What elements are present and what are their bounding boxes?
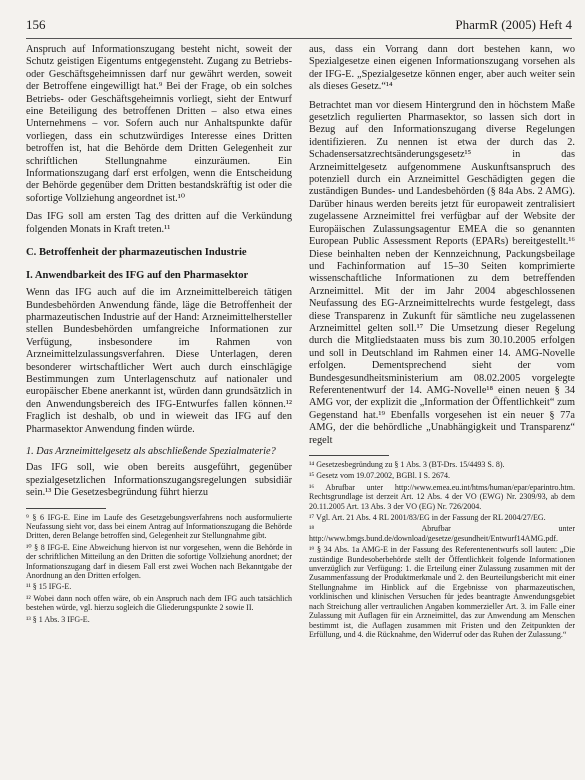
footnote: ¹³ § 1 Abs. 3 IFG-E.: [26, 614, 90, 624]
journal-reference: PharmR (2005) Heft 4: [455, 17, 572, 32]
paragraph: aus, dass ein Vorrang dann dort bestehen kann, wo Spezialgesetze einen eigenen Informationszugang vorsehen als der IFG-E. „Spezialgesetze können enger, aber auch weiter sein als dieses Gesetz.“¹⁴: [309, 44, 575, 93]
footnote: ¹⁵ Gesetz vom 19.07.2002, BGBl. I S. 2674.: [309, 471, 450, 481]
footnote: ¹¹ § 15 IFG-E.: [26, 582, 72, 592]
page-header: [26, 14, 572, 39]
subsection-heading-1: 1. Das Arzneimittelgesetz als abschließende Spezialmaterie?: [26, 445, 276, 457]
section-heading-c: C. Betroffenheit der pharmazeutischen Industrie: [26, 247, 247, 259]
paragraph: Wenn das IFG auch auf die im Arzneimittelbereich tätigen Bundesbehörden Anwendung fände, läge die Betroffenheit der pharmazeutischen Industrie auf der Hand: Arzneimittelhersteller stellen Bundesbehörden umfangreiche Informationen zur Verfügung, insbesondere im Rahmen von Arzneimittelzulassungsverfahren. Diese Unterlagen, deren besonderer wirtschaftlicher Wert auch durch einschlägige Bestimmungen zum Unterlagenschutz auf nationaler und europäischer Ebene anerkannt ist, würden dann grundsätzlich in den Anwendungsbereich des IFG-Entwurfes fallen können.¹² Fraglich ist deshalb, ob und in wieweit das IFG auf den Pharmasektor Anwendung finden würde.: [26, 287, 292, 435]
footnote: ¹⁷ Vgl. Art. 21 Abs. 4 RL 2001/83/EG in der Fassung der RL 2004/27/EG.: [309, 513, 546, 523]
footnote-divider: [309, 455, 389, 456]
footnote: ⁹ § 6 IFG-E. Eine im Laufe des Gesetzgebungsverfahrens noch ausformulierte Neufassung sieht vor, dass bei einem Antrag auf Informationszugang die Behörde Dritten, deren Belange betroffen sind, Gelegenheit zur Stellungnahme gibt.: [26, 512, 292, 541]
paragraph: Das IFG soll am ersten Tag des dritten auf die Verkündung folgenden Monats in Kraft treten.¹¹: [26, 211, 292, 235]
right-column: [309, 44, 575, 744]
paragraph: Anspruch auf Informationszugang besteht nicht, soweit der Schutz geistigen Eigentums entgegensteht. Zugang zu Betriebs- oder Geschäftsgeheimnissen darf nur gewährt werden, soweit der Betroffene eingewilligt hat.⁹ Bei der Frage, ob ein solches Betriebs- oder Geschäftsgeheimnis vorliegt, sieht der Entwurf eine Beteiligung des betroffenen Dritten – also etwa eines Unternehmens – vor. Sofern auch nur Anhaltspunkte dafür vorliegen, dass ein schutzwürdiges Interesse eines Dritten betroffen ist, hat die Behörde dem Dritten Gelegenheit zur schriftlichen Stellungnahme einzuräumen. Ein Informationszugang darf erst erfolgen, wenn die Entscheidung der Behörde gegenüber dem Dritten bestandskräftig ist oder die sofortige Vollziehung angeordnet ist.¹⁰: [26, 44, 292, 204]
footnote: ¹² Wobei dann noch offen wäre, ob ein Anspruch nach dem IFG auch tatsächlich bestehen würde, vgl. hierzu sogleich die Gliederungspunkte 2 sowie II.: [26, 593, 292, 613]
paragraph: Das IFG soll, wie oben bereits ausgeführt, gegenüber spezialgesetzlichen Informationszugangsregelungen subsidiär sein.¹³ Die Gesetzesbegründung führt hierzu: [26, 462, 292, 499]
footnote: ¹⁰ § 8 IFG-E. Eine Abweichung hiervon ist nur vorgesehen, wenn die Behörde in der schriftlichen Mitteilung an den Dritten die sofortige Vollziehung anordnet; der Informationszugang darf in diesem Fall erst zwei Wochen nach Bekanntgabe der Anordnung an den Dritten erfolgen.: [26, 542, 292, 581]
section-heading-i: I. Anwendbarkeit des IFG auf den Pharmasektor: [26, 270, 249, 282]
left-column: [26, 44, 292, 744]
page-number: 156: [26, 17, 46, 32]
footnote: ¹⁸ Abrufbar unter http://www.bmgs.bund.de/download/gesetze/gesundheit/Entwurf14AMG.pdf.: [309, 524, 575, 543]
footnote: ¹⁹ § 34 Abs. 1a AMG-E in der Fassung des Referentenentwurfs soll lauten: „Die zuständige Bundesoberbehörde stellt der Öffentlichkeit folgende Informationen unverzüglich zur Verfügung: 1. die Erteilung einer Zulassung zusammen mit der Zusammenfassung der Produktmerkmale und 2. den Beurteilungsbericht mit einer Stellungnahme im Hinblick auf die Ergebnisse von pharmazeutischen, vorklinischen und klinischen Versuchen für jedes beantragte Anwendungsgebiet nach Streichung aller vertraulichen Angaben kommerzieller Art. 3. im Falle einer Zulassung mit Auflagen für ein Arzneimittel, das zur Anwendung am Menschen bestimmt ist, die Auflagen zusammen mit Fristen und den Zeitpunkten der Erfüllung, und 4. die Rücknahme, den Widerruf oder das Ruhen der Zulassung.“: [309, 545, 575, 639]
footnote: ¹⁶ Abrufbar unter http://www.emea.eu.int/htms/human/epar/eparintro.htm. Rechtsgrundlage ist derzeit Art. 12 Abs. 4 der VO (EWG) Nr. 2309/93, ab dem 20.11.2005 Art. 13 Abs. 3 der VO (EG) Nr. 726/2004.: [309, 482, 575, 511]
footnote-divider: [26, 508, 106, 509]
footnote: ¹⁴ Gesetzesbegründung zu § 1 Abs. 3 (BT-Drs. 15/4493 S. 8).: [309, 460, 505, 469]
paragraph: Betrachtet man vor diesem Hintergrund den in höchstem Maße gesetzlich regulierten Pharmasektor, so lassen sich dort in Bezug auf den Informationszugang diverse Regelungen identifizieren. Zu nennen ist etwa der durch das 2. Schadensersatzrechtsänderungsgesetz¹⁵ in das Arzneimittelgesetz aufgenommene Auskunftsanspruch des potenziell durch ein Arzneimittel Geschädigten gegen die zuständigen Bundes- und Landesbehörden (§ 84a Abs. 2 AMG). Darüber hinaus werden bereits jetzt für europaweit zentralisiert zugelassene Arzneimittel frei verfügbar auf der Website der Europäischen Zulassungsagentur EMEA die so genannten European Public Assessment Reports (EPARs) bereitgestellt.¹⁶ Diese beinhalten neben der Kennzeichnung, Packungsbeilage und Fachinformation auf 15–30 Seiten komprimierte wissenschaftliche Informationen zu dem betreffenden Arzneimittel. Mit der im Jahr 2004 abgeschlossenen Neufassung des EG-Arzneimittelrechts wurde festgelegt, dass diese Transparenz in Zukunft für sämtliche neu zugelassenen Arzneimittel gelten soll.¹⁷ Die Umsetzung dieser Regelung durch die Mitgliedstaaten muss bis zum 30.10.2005 erfolgen und soll in Deutschland im Rahmen einer 14. AMG-Novelle erfolgen. Dementsprechend sieht der vom Bundesgesundheitsministerium am 08.02.2005 vorgelegte Referentenentwurf der 14. AMG-Novelle¹⁸ einen neuen § 34 AMG vor, der explizit die „Information der Öffentlichkeit“ zum Gegenstand hat.¹⁹ Ebenfalls vorgesehen ist ein neuer § 77a AMG, der die behördliche „Unabhängigkeit und Transparenz“ regelt: [309, 99, 575, 446]
